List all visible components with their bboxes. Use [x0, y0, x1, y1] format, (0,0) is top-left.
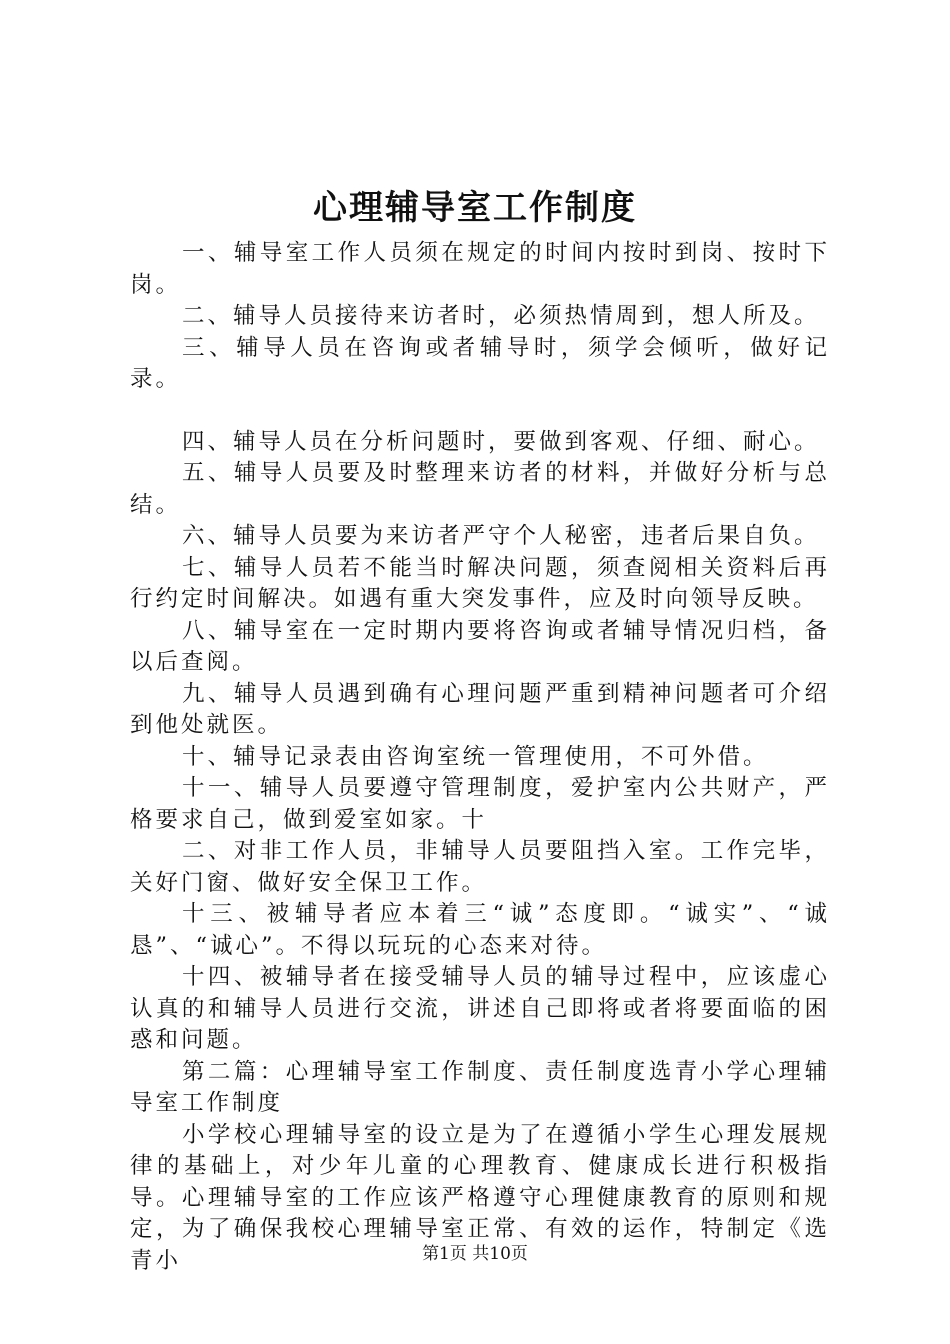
paragraph-rule-12: 二、对非工作人员，非辅导人员要阻挡入室。工作完毕，关好门窗、做好安全保卫工作。	[130, 838, 830, 896]
paragraph-rule-9: 九、辅导人员遇到确有心理问题严重到精神问题者可介绍到他处就医。	[130, 680, 830, 738]
paragraph-rule-10: 十、辅导记录表由咨询室统一管理使用，不可外借。	[182, 743, 769, 770]
paragraph-rule-3: 三、辅导人员在咨询或者辅导时，须学会倾听，做好记录。	[130, 334, 830, 392]
paragraph-rule-13: 十三、被辅导者应本着三“诚”态度即。“诚实”、“诚恳”、“诚心”。不得以玩玩的心态来对待。	[130, 901, 830, 959]
page-number-footer: 第1页 共10页	[422, 1244, 528, 1264]
paragraph-section-heading: 第二篇：心理辅导室工作制度、责任制度选青小学心理辅导室工作制度	[130, 1058, 830, 1116]
paragraph-rule-8: 八、辅导室在一定时期内要将咨询或者辅导情况归档，备以后查阅。	[130, 617, 830, 675]
paragraph-rule-2: 二、辅导人员接待来访者时，必须热情周到，想人所及。	[182, 303, 820, 329]
paragraph-intro: 小学校心理辅导室的设立是为了在遵循小学生心理发展规律的基础上，对少年儿童的心理教育、健康成长进行积极指导。心理辅导室的工作应该严格遵守心理健康教育的原则和规定，为了确保我校心理辅导室正常、有效的运作，特制定《选青小	[130, 1121, 830, 1274]
document-title: 心理辅导室工作制度	[313, 188, 637, 228]
paragraph-rule-6: 六、辅导人员要为来访者严守个人秘密，违者后果自负。	[182, 523, 820, 549]
paragraph-rule-5: 五、辅导人员要及时整理来访者的材料，并做好分析与总结。	[130, 460, 830, 518]
paragraph-rule-4: 四、辅导人员在分析问题时，要做到客观、仔细、耐心。	[182, 428, 820, 455]
paragraph-rule-14: 十四、被辅导者在接受辅导人员的辅导过程中，应该虚心认真的和辅导人员进行交流，讲述自己即将或者将要面临的困惑和问题。	[130, 964, 830, 1053]
paragraph-rule-11: 十一、辅导人员要遵守管理制度，爱护室内公共财产，严格要求自己，做到爱室如家。十	[130, 775, 830, 833]
document-body	[130, 238, 830, 1277]
paragraph-rule-1: 一、辅导室工作人员须在规定的时间内按时到岗、按时下岗。	[130, 240, 830, 298]
paragraph-rule-7: 七、辅导人员若不能当时解决问题，须查阅相关资料后再行约定时间解决。如遇有重大突发事件，应及时向领导反映。	[130, 554, 830, 612]
